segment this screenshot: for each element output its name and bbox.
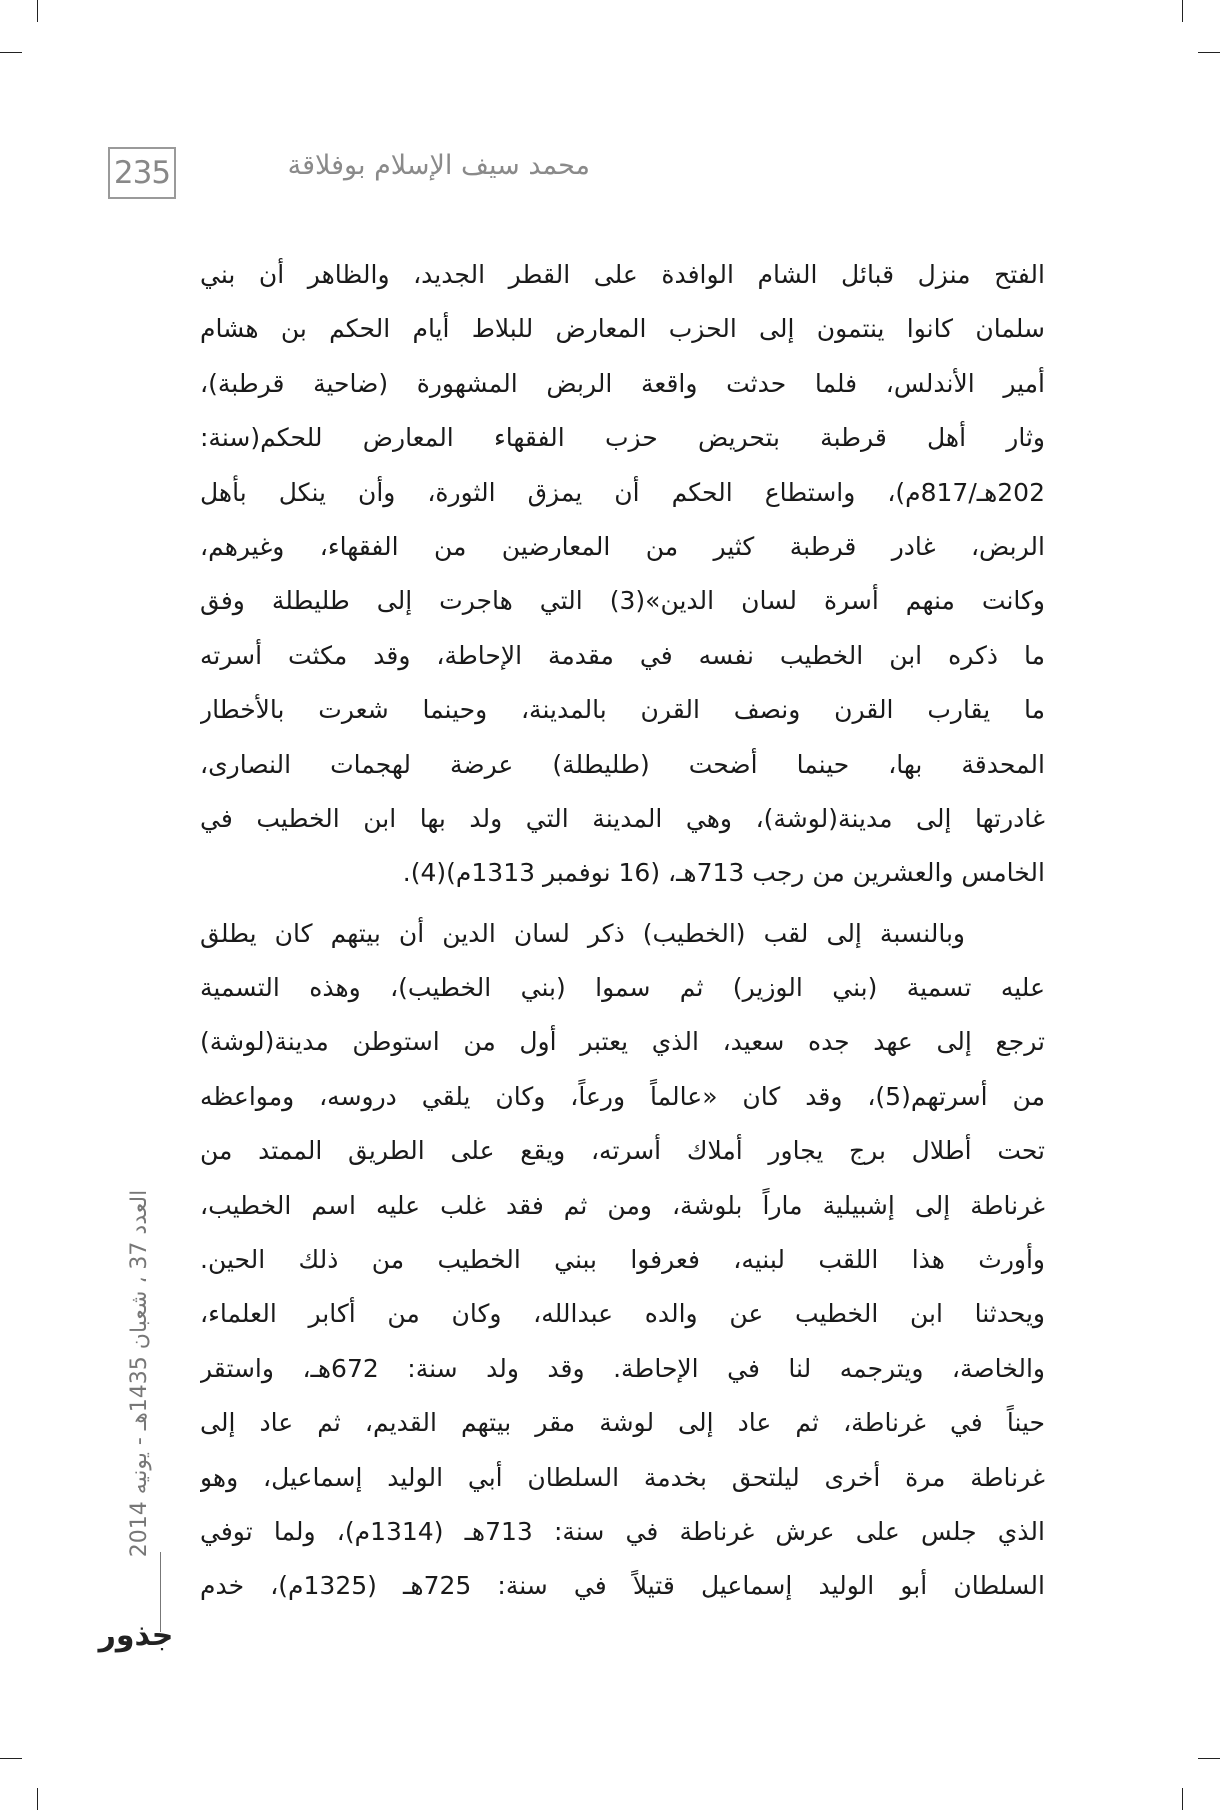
crop-mark <box>0 52 22 53</box>
text-line: المحدقة بها، حينما أضحت (طليطلة) عرضة لهجمات النصارى، <box>200 749 1045 779</box>
crop-mark <box>1182 0 1183 22</box>
text-line: ما ذكره ابن الخطيب نفسه في مقدمة الإحاطة، وقد مكثت أسرته <box>200 640 1045 670</box>
text-line: ما يقارب القرن ونصف القرن بالمدينة، وحينما شعرت بالأخطار <box>200 695 1045 725</box>
crop-mark <box>37 1788 38 1810</box>
author-name: محمد سيف الإسلام بوفلاقة <box>287 150 590 181</box>
crop-mark <box>1198 52 1220 53</box>
text-line: ويحدثنا ابن الخطيب عن والده عبدالله، وكان من أكابر العلماء، <box>200 1299 1045 1329</box>
text-line: غرناطة مرة أخرى ليلتحق بخدمة السلطان أبي الوليد إسماعيل، وهو <box>200 1462 1045 1492</box>
text-line: غرناطة إلى إشبيلية ماراً بلوشة، ومن ثم فقد غلب عليه اسم الخطيب، <box>200 1190 1045 1220</box>
crop-mark <box>1198 1758 1220 1759</box>
text-line: سلمان كانوا ينتمون إلى الحزب المعارض للبلاط أيام الحكم بن هشام <box>200 314 1045 344</box>
issue-info: العدد 37 ، شعبان 1435هـ - يونيه 2014 <box>127 1189 153 1557</box>
text-line: غادرتها إلى مدينة(لوشة)، وهي المدينة التي ولد بها ابن الخطيب في <box>200 803 1045 833</box>
text-line: والخاصة، ويترجمه لنا في الإحاطة. وقد ولد سنة: 672هـ، واستقر <box>200 1353 1045 1383</box>
text-line: الخامس والعشرين من رجب 713هـ، (16 نوفمبر 1313م)(4). <box>402 858 1045 888</box>
journal-logo: جذور <box>98 1618 174 1653</box>
text-line: من أسرتهم(5)، وقد كان «عالماً ورعاً، وكان يلقي دروسه، ومواعظه <box>200 1081 1045 1111</box>
text-line: وكانت منهم أسرة لسان الدين»(3) التي هاجرت إلى طليطلة وفق <box>200 586 1045 616</box>
text-line: وبالنسبة إلى لقب (الخطيب) ذكر لسان الدين أن بيتهم كان يطلق <box>200 918 965 948</box>
text-line: 202هـ/817م)، واستطاع الحكم أن يمزق الثورة، وأن ينكل بأهل <box>200 477 1045 507</box>
crop-mark <box>0 1758 22 1759</box>
crop-mark <box>1182 1788 1183 1810</box>
text-line: تحت أطلال برج يجاور أملاك أسرته، ويقع على الطريق الممتد من <box>200 1136 1045 1166</box>
text-line: السلطان أبو الوليد إسماعيل قتيلاً في سنة: 725هـ (1325م)، خدم <box>200 1571 1045 1601</box>
text-line: الفتح منزل قبائل الشام الوافدة على القطر الجديد، والظاهر أن بني <box>200 260 1045 289</box>
text-line: الربض، غادر قرطبة كثير من المعارضين من الفقهاء، وغيرهم، <box>200 531 1045 561</box>
page-number: 235 <box>108 147 176 199</box>
issue-info-container <box>118 1108 162 1638</box>
text-line: حيناً في غرناطة، ثم عاد إلى لوشة مقر بيتهم القديم، ثم عاد إلى <box>200 1408 1045 1438</box>
crop-mark <box>37 0 38 22</box>
text-line: وثار أهل قرطبة بتحريض حزب الفقهاء المعارض للحكم(سنة: <box>200 423 1045 453</box>
text-line: عليه تسمية (بني الوزير) ثم سموا (بني الخطيب)، وهذه التسمية <box>200 973 1045 1003</box>
text-line: ترجع إلى عهد جده سعيد، الذي يعتبر أول من استوطن مدينة(لوشة) <box>200 1027 1045 1057</box>
text-line: الذي جلس على عرش غرناطة في سنة: 713هـ (1314م)، ولما توفي <box>200 1516 1045 1546</box>
article-body <box>200 248 1045 1614</box>
text-line: أمير الأندلس، فلما حدثت واقعة الربض المشهورة (ضاحية قرطبة)، <box>200 368 1045 398</box>
text-line: وأورث هذا اللقب لبنيه، فعرفوا ببني الخطيب من ذلك الحين. <box>200 1245 1045 1275</box>
